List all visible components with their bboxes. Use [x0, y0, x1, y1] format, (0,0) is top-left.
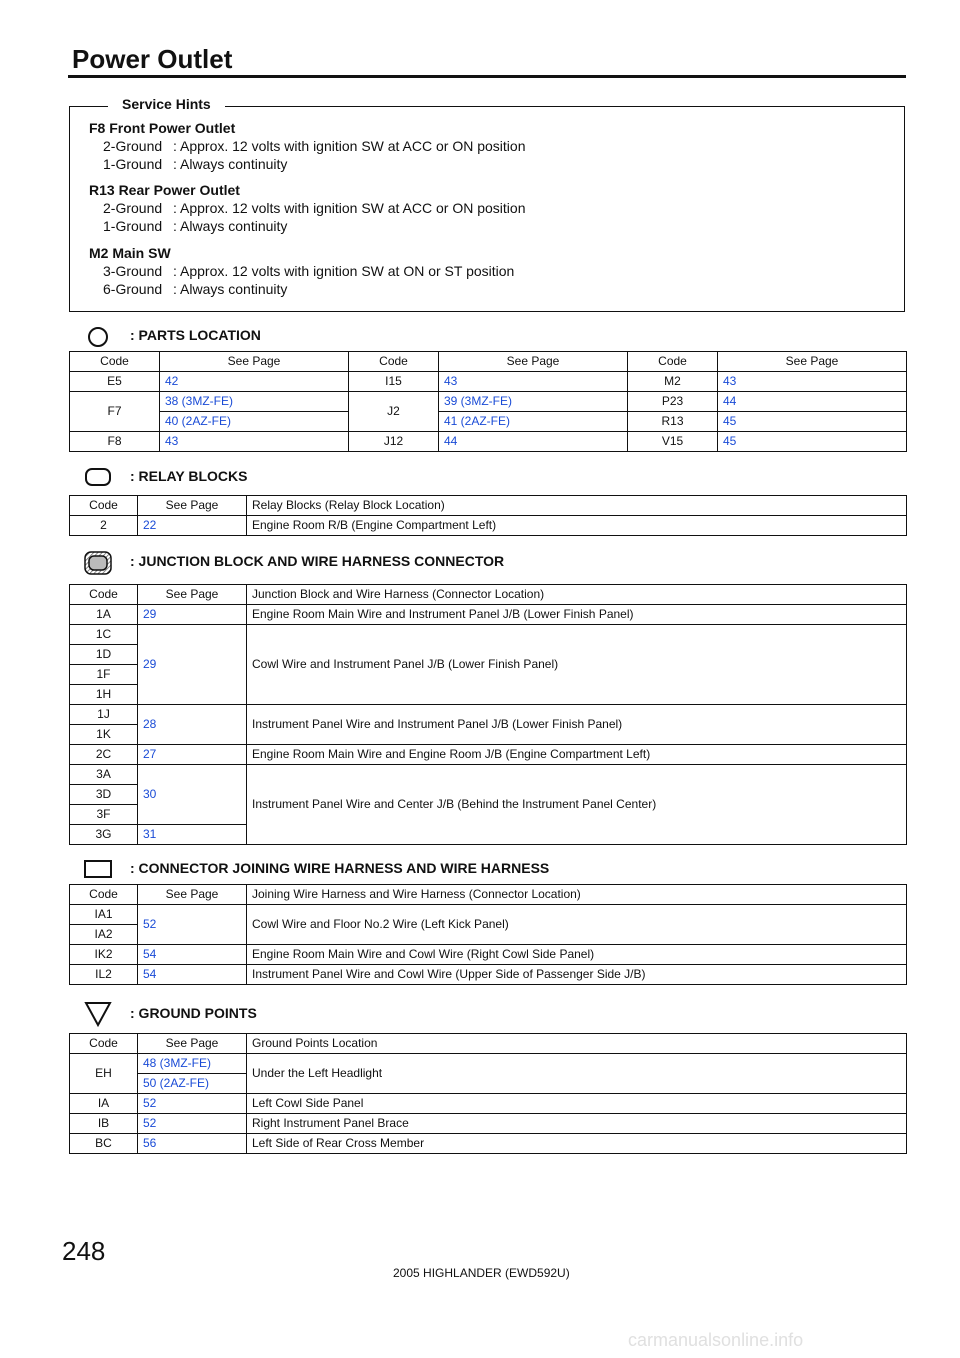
table-header-row: Code See Page Joining Wire Harness and Wire Harness (Connector Location) [70, 885, 907, 905]
service-hints-label: Service Hints [108, 96, 225, 112]
hint-line: 6-Ground : Always continuity [103, 281, 288, 297]
page-link[interactable]: 29 [138, 625, 247, 705]
junction-block-table [69, 584, 907, 845]
table-header-row: Code See Page Code See Page Code See Page [70, 352, 907, 372]
hint-line: 2-Ground : Approx. 12 volts with ignition SW at ACC or ON position [103, 138, 526, 154]
connector-joining-rect-icon [83, 858, 113, 880]
table-row: 3D [70, 785, 907, 805]
watermark: carmanualsonline.info [628, 1330, 804, 1350]
table-header-row: Code See Page Junction Block and Wire Harness (Connector Location) [70, 585, 907, 605]
table-row: EH 48 (3MZ-FE) Under the Left Headlight [70, 1054, 907, 1074]
page-number: 248 [62, 1236, 106, 1266]
hint-heading: M2 Main SW [89, 245, 171, 261]
table-row: 2C 27 Engine Room Main Wire and Engine Room J/B (Engine Compartment Left) [70, 745, 907, 765]
page-link[interactable]: 43 [439, 372, 628, 392]
table-row: IL2 54 Instrument Panel Wire and Cowl Wire (Upper Side of Passenger Side J/B) [70, 965, 907, 985]
table-row: 3G 31 [70, 825, 907, 845]
table-header-row: Code See Page Relay Blocks (Relay Block Location) [70, 496, 907, 516]
table-row: 1K [70, 725, 907, 745]
table-row: IA1 52 Cowl Wire and Floor No.2 Wire (Left Kick Panel) [70, 905, 907, 925]
page-link[interactable]: 31 [138, 825, 247, 845]
table-row: 3A 30 Instrument Panel Wire and Center J/B (Behind the Instrument Panel Center) [70, 765, 907, 785]
table-row: IA 52 Left Cowl Side Panel [70, 1094, 907, 1114]
page-title: Power Outlet [72, 44, 233, 74]
page-link[interactable]: 41 (2AZ-FE) [439, 412, 628, 432]
table-row: 1A 29 Engine Room Main Wire and Instrument Panel J/B (Lower Finish Panel) [70, 605, 907, 625]
page-link[interactable]: 30 [138, 765, 247, 825]
hint-line: 1-Ground : Always continuity [103, 156, 288, 172]
page-link[interactable]: 38 (3MZ-FE) [160, 392, 349, 412]
page-link[interactable]: 39 (3MZ-FE) [439, 392, 628, 412]
title-rule [68, 75, 906, 78]
ground-points-table [69, 1033, 907, 1154]
table-row: F7 38 (3MZ-FE) J2 39 (3MZ-FE) P23 44 [70, 392, 907, 412]
table-row: E5 42 I15 43 M2 43 [70, 372, 907, 392]
parts-location-table [69, 351, 907, 452]
page-link[interactable]: 52 [138, 1114, 247, 1134]
page-link[interactable]: 22 [138, 516, 247, 536]
page-link[interactable]: 54 [138, 965, 247, 985]
table-row: 40 (2AZ-FE) 41 (2AZ-FE) R13 45 [70, 412, 907, 432]
table-row: 2 22 Engine Room R/B (Engine Compartment Left) [70, 516, 907, 536]
page-link[interactable]: 44 [439, 432, 628, 452]
page-link[interactable]: 29 [138, 605, 247, 625]
hint-r13 [89, 181, 526, 235]
table-row: IB 52 Right Instrument Panel Brace [70, 1114, 907, 1134]
table-row: 1F [70, 665, 907, 685]
hint-m2 [89, 244, 514, 298]
page-link[interactable]: 27 [138, 745, 247, 765]
table-row: 1J 28 Instrument Panel Wire and Instrument Panel J/B (Lower Finish Panel) [70, 705, 907, 725]
junction-block-hatched-icon [83, 550, 113, 576]
page-link[interactable]: 43 [160, 432, 349, 452]
footer-text: 2005 HIGHLANDER (EWD592U) [393, 1266, 570, 1280]
hint-heading: R13 Rear Power Outlet [89, 182, 240, 198]
page-link[interactable]: 48 (3MZ-FE) [138, 1054, 247, 1074]
page-link[interactable]: 54 [138, 945, 247, 965]
table-row: 1D [70, 645, 907, 665]
page-link[interactable]: 45 [718, 412, 907, 432]
table-header-row: Code See Page Ground Points Location [70, 1034, 907, 1054]
hint-heading: F8 Front Power Outlet [89, 120, 236, 136]
table-row: BC 56 Left Side of Rear Cross Member [70, 1134, 907, 1154]
table-row: 1C 29 Cowl Wire and Instrument Panel J/B (Lower Finish Panel) [70, 625, 907, 645]
parts-location-circle-icon [86, 325, 110, 349]
page-link[interactable]: 45 [718, 432, 907, 452]
table-row: IK2 54 Engine Room Main Wire and Cowl Wire (Right Cowl Side Panel) [70, 945, 907, 965]
page-link[interactable]: 42 [160, 372, 349, 392]
table-row: 3F [70, 805, 907, 825]
hint-line: 3-Ground : Approx. 12 volts with ignition SW at ON or ST position [103, 263, 515, 279]
ground-points-heading: : GROUND POINTS [130, 1005, 257, 1021]
page-link[interactable]: 56 [138, 1134, 247, 1154]
page-link[interactable]: 52 [138, 1094, 247, 1114]
relay-blocks-table [69, 495, 907, 536]
connector-joining-table [69, 884, 907, 985]
hint-f8 [89, 119, 526, 173]
hint-line: 1-Ground : Always continuity [103, 218, 288, 234]
connector-joining-heading: : CONNECTOR JOINING WIRE HARNESS AND WIRE HARNESS [130, 860, 550, 876]
relay-block-rounded-rect-icon [84, 466, 112, 488]
table-row: F8 43 J12 44 V15 45 [70, 432, 907, 452]
ground-point-triangle-icon [84, 1000, 112, 1028]
table-row: 1H [70, 685, 907, 705]
page-link[interactable]: 28 [138, 705, 247, 745]
junction-block-heading: : JUNCTION BLOCK AND WIRE HARNESS CONNECTOR [130, 553, 505, 569]
page-link[interactable]: 50 (2AZ-FE) [138, 1074, 247, 1094]
hint-line: 2-Ground : Approx. 12 volts with ignition SW at ACC or ON position [103, 200, 526, 216]
page-link[interactable]: 52 [138, 905, 247, 945]
page-link[interactable]: 40 (2AZ-FE) [160, 412, 349, 432]
page-link[interactable]: 43 [718, 372, 907, 392]
parts-location-heading: : PARTS LOCATION [130, 327, 261, 343]
table-row: IA2 [70, 925, 907, 945]
page-link[interactable]: 44 [718, 392, 907, 412]
relay-blocks-heading: : RELAY BLOCKS [130, 468, 248, 484]
